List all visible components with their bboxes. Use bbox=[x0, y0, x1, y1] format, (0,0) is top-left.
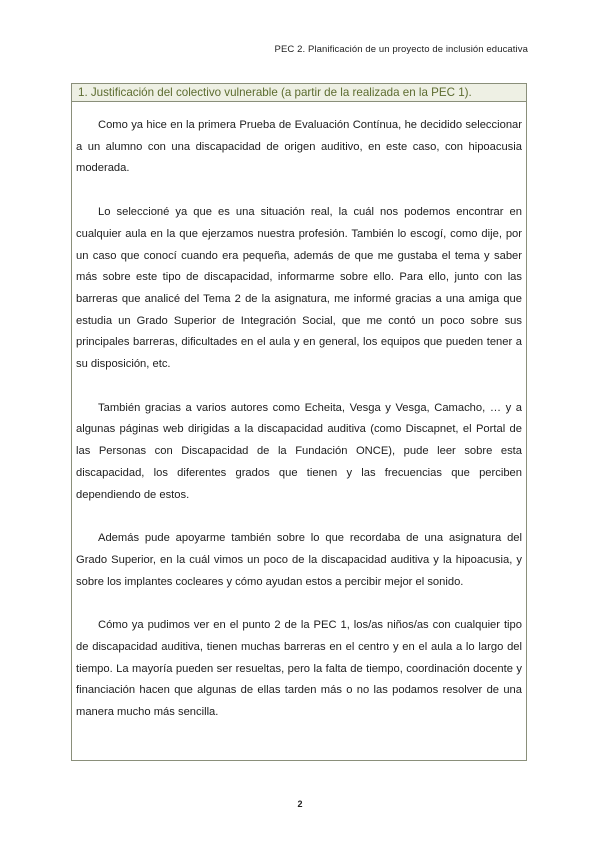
section-body bbox=[72, 102, 526, 724]
paragraph-5: Cómo ya pudimos ver en el punto 2 de la PEC 1, los/as niños/as con cualquier tipo de discapacidad auditiva, tienen muchas barreras en el centro y en el aula a lo largo del tiempo. La mayoría pueden ser resueltas, pero la falta de tiempo, coordinación docente y financiación hacen que algunas de ellas tarden más o no las podamos resolver de una manera mucho más sencilla. bbox=[76, 619, 522, 719]
paragraph-4: Además pude apoyarme también sobre lo que recordaba de una asignatura del Grado Superior, en la cuál vimos un poco de la discapacidad auditiva y la hipoacusia, y sobre los implantes cocleares y cómo ayudan estos a percibir mejor el sonido. bbox=[76, 532, 522, 588]
paragraph-3: También gracias a varios autores como Echeita, Vesga y Vesga, Camacho, … y a algunas páginas web dirigidas a la discapacidad auditiva (como Discapnet, el Portal de las Personas con Discapacidad de la Fundación ONCE), pude leer sobre esta discapacidad, los diferentes grados que tienen y las frecuencias que perciben dependiendo de estos. bbox=[76, 401, 522, 501]
section-heading: 1. Justificación del colectivo vulnerable (a partir de la realizada en la PEC 1). bbox=[72, 84, 526, 102]
paragraph-2: Lo seleccioné ya que es una situación real, la cuál nos podemos encontrar en cualquier aula en la que ejerzamos nuestra profesión. También lo escogí, como dije, por un caso que conocí cuando era pequeña, además de que me gustaba el tema y saber más sobre este tipo de discapacidad, informarme sobre ello. Para ello, junto con las barreras que analicé del Tema 2 de la asignatura, me informé gracias a una amiga que estudia un Grado Superior de Integración Social, que me contó un poco sobre sus principales barreras, dificultades en el aula y en general, los equipos que pueden tener a su disposición, etc. bbox=[76, 206, 522, 371]
paragraph-1: Como ya hice en la primera Prueba de Evaluación Contínua, he decidido seleccionar a un alumno con una discapacidad de origen auditivo, en este caso, con hipoacusia moderada. bbox=[76, 119, 522, 175]
running-header: PEC 2. Planificación de un proyecto de inclusión educativa bbox=[274, 44, 528, 55]
section-frame bbox=[71, 83, 527, 761]
page-number: 2 bbox=[297, 799, 303, 809]
